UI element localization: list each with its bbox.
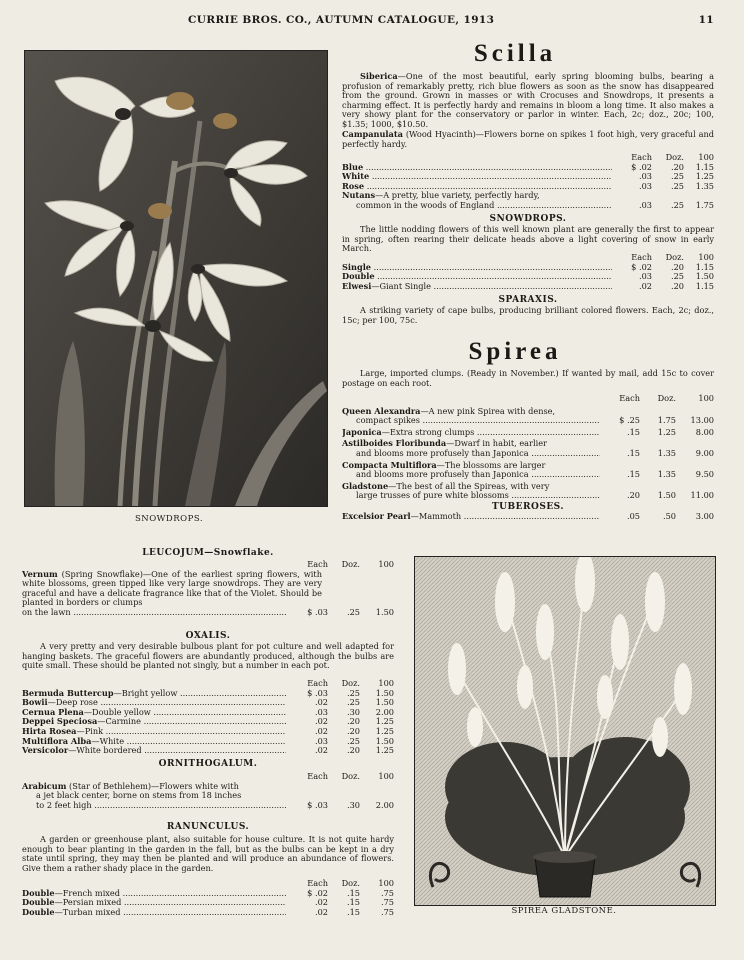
leucojum-heading: LEUCOJUM—Snowflake. (142, 548, 274, 558)
ornithogalum-heading: ORNITHOGALUM. (158, 759, 258, 769)
oxalis-description: A very pretty and very desirable bulbous plant for pot culture and well adapted for hanging baskets. The graceful flowers are abundantly produced, although the bulbs are quite small. These should be planted not singly, but a number in each pot. (22, 641, 394, 671)
spirea-price-table (342, 394, 714, 501)
price-row: and blooms more profusely than Japonica ..... .15 1.35 9.00 (342, 449, 714, 459)
scilla-siberica: Siberica—One of the most beautiful, early spring blooming bulbs, bearing a profusion of remarkably pretty, rich blue flowers as soon as the snow has disappeared from the ground. Grown in masses or with Crocuses and Snowdrops, it presents a charming effect. It is perfectly hardy and remains in bloom a long time. It also makes a very showy plant for the conservatory or parlor in winter. Each, 2c; doz., 20c; 100, $1.35; 1000, $10.50. (342, 71, 714, 129)
price-header: Each Doz. 100 (307, 678, 394, 688)
price-row: Excelsior Pearl—Mammoth ..... .05 .50 3.00 (342, 512, 714, 522)
spirea-caption: SPIREA GLADSTONE. (511, 906, 617, 916)
price-header: Each Doz. 100 (307, 878, 394, 888)
snowdrops-description: The little nodding flowers of this well known plant are generally the first to appear in spring, often rearing their delicate heads above a light covering of snow in early March. (342, 224, 714, 254)
price-row: Compacta Multiflora—The blossoms are larger (342, 459, 546, 470)
ranunculus-heading: RANUNCULUS. (166, 822, 250, 832)
price-row: Blue ..... $ .02 .20 1.15 (342, 163, 714, 173)
scilla-campanulata: Campanulata (Wood Hyacinth)—Flowers borne on spikes 1 foot high, very graceful and perfectly hardy. (342, 129, 714, 149)
price-row: Queen Alexandra—A new pink Spirea with dense, (342, 405, 556, 416)
price-row: common in the woods of England ..... .03 .25 1.75 (342, 201, 714, 211)
spirea-intro: Large, imported clumps. (Ready in November.) If wanted by mail, add 15c to cover postage on each root. (342, 368, 714, 388)
price-row: Multiflora Alba—White ..... .03 .25 1.50 (22, 737, 394, 747)
price-row: Gladstone—The best of all the Spireas, with very (342, 480, 550, 491)
ranunculus-description: A garden or greenhouse plant, also suitable for house culture. It is not quite hardy enough to bear planting in the garden in the fall, but as the bulbs can be kept in a dry state until spring, they may then be planted and will produce an abundance of flowers. Give them a rather shady place in the garden. (22, 834, 394, 873)
spirea-illustration (414, 556, 716, 906)
oxalis-heading: OXALIS. (185, 631, 231, 641)
leucojum-section (22, 560, 394, 618)
price-row: Nutans—A pretty, blue variety, perfectly hardy, (342, 190, 540, 201)
price-row: Double—Persian mixed ..... .02 .15 .75 (22, 898, 394, 908)
price-row: and blooms more profusely than Japonica ..... .15 1.35 9.50 (342, 470, 714, 480)
price-row: Hirta Rosea—Pink ..... .02 .20 1.25 (22, 727, 394, 737)
price-row: Versicolor—White bordered ..... .02 .20 1.25 (22, 746, 394, 756)
scilla-heading: Scilla (473, 40, 557, 67)
snowdrops-price-table (342, 253, 714, 291)
ornithogalum-section: Each Doz. 100 Arabicum (Star of Bethlehem)—Flowers white with a jet black center, borne on stems from 18 inches to 2 feet high ..... $ .03 .30 2.00 (22, 772, 394, 810)
price-header: Each Doz. 100 (631, 252, 714, 262)
price-row: Double—French mixed ..... $ .02 .15 .75 (22, 889, 394, 899)
snowdrops-heading: SNOWDROPS. (489, 214, 567, 224)
price-row: Bowii—Deep rose ..... .02 .25 1.50 (22, 698, 394, 708)
ranunculus-price-table (22, 879, 394, 917)
price-row: Japonica—Extra strong clumps ..... .15 1.25 8.00 (342, 428, 714, 438)
spirea-drawing (415, 557, 715, 905)
snowdrops-illustration (24, 50, 328, 507)
oxalis-price-table (22, 679, 394, 756)
price-row: to 2 feet high ..... $ .03 .30 2.00 (22, 801, 394, 811)
price-row: Bermuda Buttercup—Bright yellow ..... $ .03 .25 1.50 (22, 689, 394, 699)
price-header: Each Doz. 100 (307, 559, 394, 569)
price-row: on the lawn ..... $ .03 .25 1.50 (22, 608, 394, 618)
price-header: Each Doz. 100 (619, 393, 714, 403)
campanulata-name: Campanulata (342, 129, 403, 139)
price-row: Deppei Speciosa—Carmine ..... .02 .20 1.25 (22, 717, 394, 727)
price-header: Each Doz. 100 (307, 771, 394, 781)
price-row: Double ..... .03 .25 1.50 (342, 272, 714, 282)
price-row: White ..... .03 .25 1.25 (342, 172, 714, 182)
price-header: Each Doz. 100 (631, 152, 714, 162)
vernum-description: Vernum (Spring Snowflake)—One of the earliest spring flowers, with white blossoms, green tipped like very large snowdrops. They are very graceful and have a delicate fragrance like that of the Violet. Should be planted in borders or clumps (22, 568, 322, 608)
tuberoses-price-table (342, 512, 714, 522)
price-row: Elwesi—Giant Single ..... .02 .20 1.15 (342, 282, 714, 292)
catalogue-title: CURRIE BROS. CO., AUTUMN CATALOGUE, 1913 (188, 14, 495, 26)
price-row: compact spikes ..... $ .25 1.75 13.00 (342, 416, 714, 426)
price-row: Astilboides Floribunda—Dwarf in habit, earlier (342, 438, 547, 449)
siberica-name: Siberica (360, 71, 398, 81)
sparaxis-description: A striking variety of cape bulbs, producing brilliant colored flowers. Each, 2c; doz., 15c; per 100, 75c. (342, 305, 714, 325)
snowdrops-caption: SNOWDROPS. (134, 514, 204, 524)
price-row: large trusses of pure white blossoms ..... .20 1.50 11.00 (342, 491, 714, 501)
price-row: Single ..... $ .02 .20 1.15 (342, 263, 714, 273)
price-row: Cernua Plena—Double yellow ..... .03 .30 2.00 (22, 708, 394, 718)
price-row: Double—Turban mixed ..... .02 .15 .75 (22, 908, 394, 918)
page-number: 11 (698, 14, 714, 26)
spirea-heading: Spirea (468, 338, 562, 365)
tuberoses-heading: TUBEROSES. (491, 502, 564, 512)
sparaxis-heading: SPARAXIS. (498, 295, 558, 305)
price-row: Rose ..... .03 .25 1.35 (342, 182, 714, 192)
snowdrops-drawing (25, 51, 327, 506)
scilla-price-table (342, 153, 714, 211)
